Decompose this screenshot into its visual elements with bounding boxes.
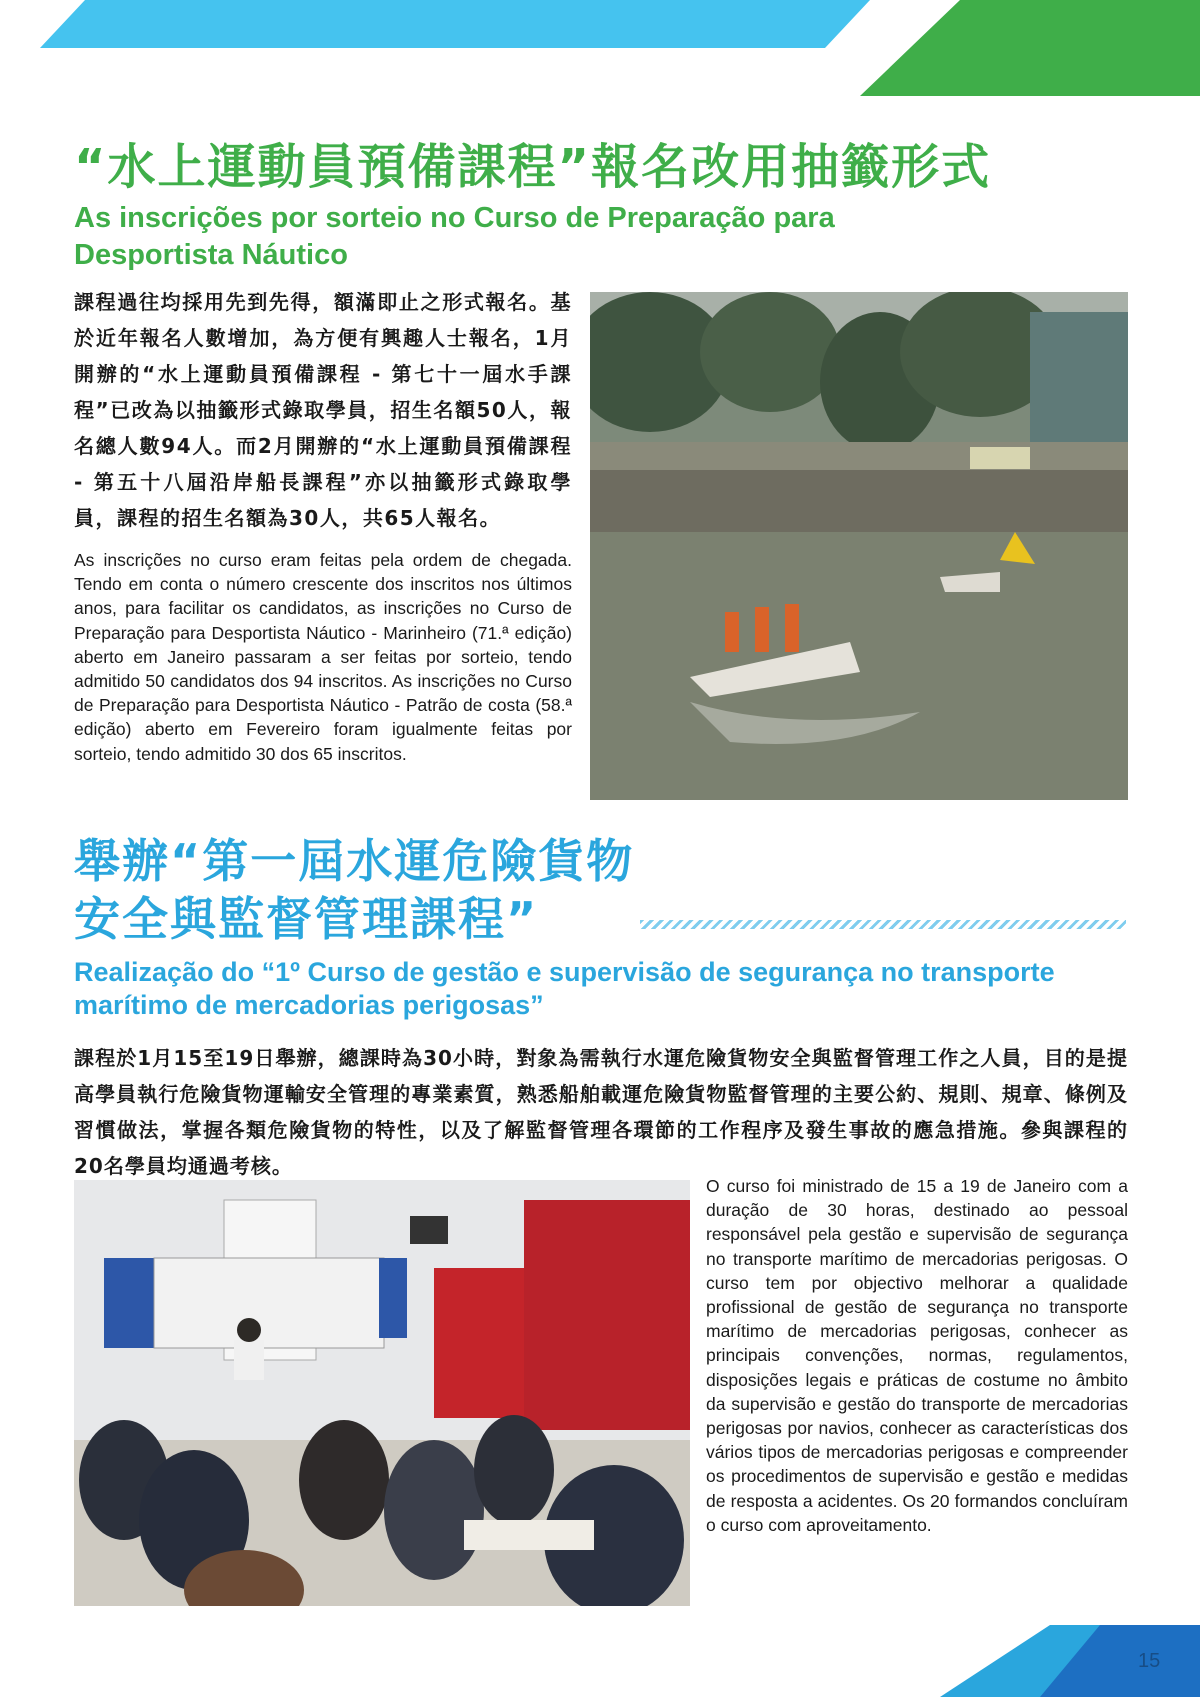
article2-title-zh-line2: 安全與監督管理課程”: [74, 892, 539, 946]
article1-body-pt: As inscrições no curso eram feitas pela ordem de chegada. Tendo em conta o número crescente dos inscritos nos últimos anos, para facilitar os candidatos, as inscrições no Curso de Preparação para Desportista Náutico - Marinheiro (71.ª edição) aberto em Janeiro passaram a ser feitas por sorteio, tendo admitido 50 candidatos dos 94 inscritos. As inscrições no Curso de Preparação para Desportista Náutico - Patrão de costa (58.ª edição) aberto em Fevereiro foram igualmente feitas por sorteio, tendo admitido 30 dos 65 inscritos.: [74, 550, 572, 764]
article1-body-zh: 課程過往均採用先到先得，額滿即止之形式報名。基於近年報名人數增加，為方便有興趣人士報名，1月開辦的“水上運動員預備課程 - 第七十一屆水手課程”已改為以抽籤形式錄取學員，招生名額50人，報名總人數94人。而2月開辦的“水上運動員預備課程 - 第五十八屆沿岸船長課程”亦以抽籤形式錄取學員，課程的招生名額為30人，共65人報名。: [74, 290, 572, 530]
page-number: 15: [1138, 1650, 1161, 1672]
boat-training-photo: [590, 292, 1128, 800]
article2-body-pt: O curso foi ministrado de 15 a 19 de Janeiro com a duração de 30 horas, destinado ao pessoal responsável pela gestão e supervisão de segurança no transporte marítimo de mercadorias perigosas. O curso tem por objectivo melhorar a qualidade profissional de gestão de segurança no transporte marítimo de mercadorias perigosas, conhecer as principais convenções, normas, regulamentos, disposições legais e práticas de costume no âmbito da supervisão e gestão do transporte de mercadorias perigosas por navios, conhecer as características dos vários tipos de mercadorias perigosas e compreender os procedimentos de supervisão e gestão e medidas de resposta a acidentes. Os 20 formandos concluíram o curso com aproveitamento.: [706, 1176, 1128, 1535]
title-hatch-divider: [640, 920, 1126, 929]
article1-title-zh: “水上運動員預備課程”報名改用抽籤形式: [74, 139, 992, 195]
article2-body-zh: 課程於1月15至19日舉辦，總課時為30小時，對象為需執行水運危險貨物安全與監督管理工作之人員，目的是提高學員執行危險貨物運輸安全管理的專業素質，熟悉船舶載運危險貨物監督管理的主要公約、規則、規章、條例及習慣做法，掌握各類危險貨物的特性，以及了解監督管理各環節的工作程序及發生事故的應急措施。參與課程的20名學員均通過考核。: [74, 1046, 1128, 1178]
article2-title-zh: [74, 832, 634, 948]
article1-title-pt: As inscrições por sorteio no Curso de Preparação para Desportista Náutico: [74, 202, 835, 271]
header-band-green: [860, 0, 1200, 96]
classroom-photo: [74, 1180, 690, 1606]
article2-title-zh-line1: 舉辦“第一屆水運危險貨物: [74, 834, 635, 888]
header-band-blue: [40, 0, 870, 48]
article2-title-pt: Realização do “1º Curso de gestão e supervisão de segurança no transporte marítimo de mercadorias perigosas”: [74, 957, 1055, 1020]
